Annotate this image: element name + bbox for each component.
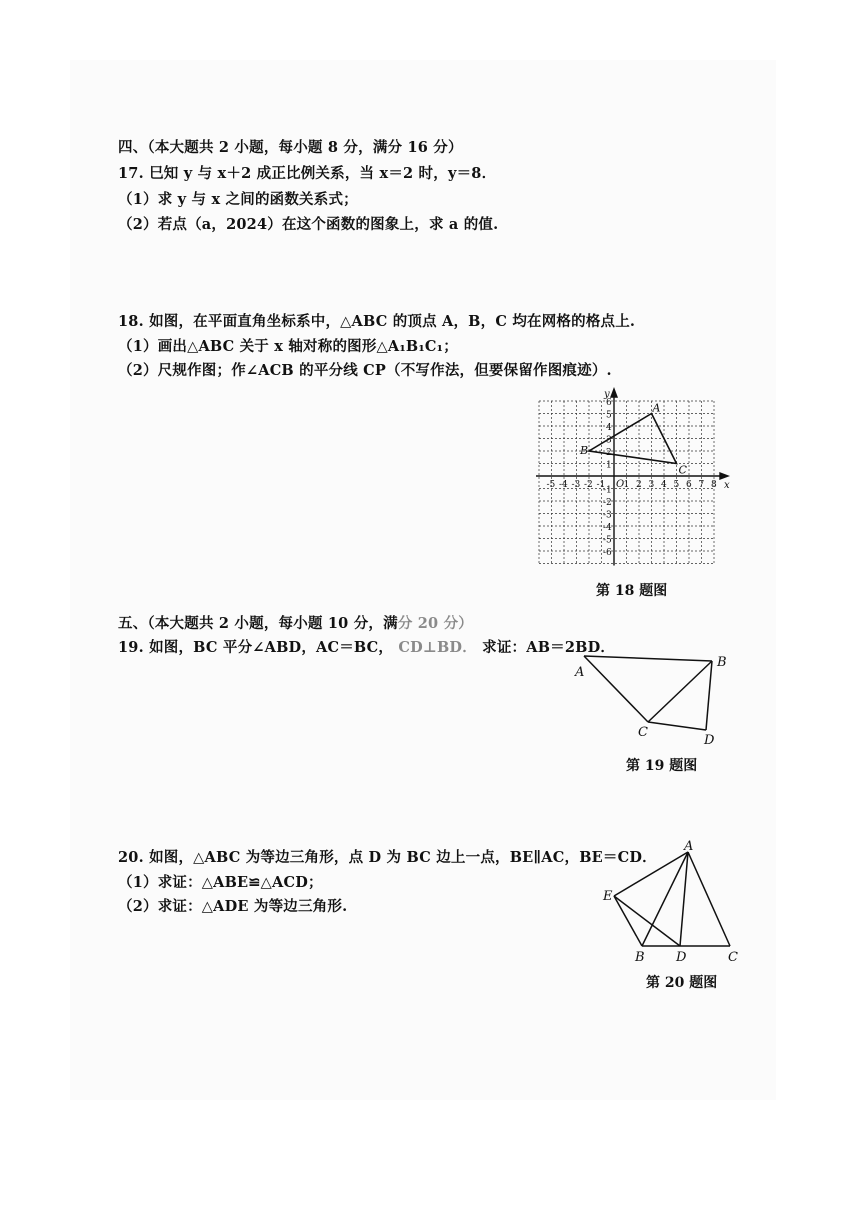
segment-BC: [648, 661, 712, 722]
x-axis-label: x: [724, 480, 730, 491]
y-tick-label: -4: [603, 523, 612, 533]
q17-part1: （1）求 y 与 x 之间的函数关系式；: [118, 191, 358, 208]
segment-AB: [584, 656, 712, 661]
q19-stem-faded: CD⊥BD．: [398, 639, 477, 656]
x-tick-label: 7: [698, 480, 705, 490]
segment-AC: [688, 852, 730, 946]
y-axis-label: y: [604, 389, 610, 400]
x-tick-label: 8: [711, 480, 717, 490]
q19-stem-end: 求证：AB＝2BD．: [482, 639, 616, 656]
y-tick-label: 6: [606, 398, 612, 408]
x-tick-label: 4: [661, 480, 667, 490]
section5-heading-main: 五、（本大题共 2 小题，每小题 10 分，满: [118, 615, 398, 632]
q19-label-D: D: [704, 733, 715, 748]
q20-label-B: B: [635, 950, 645, 965]
y-tick-label: -2: [603, 498, 612, 508]
q18-coordinate-grid: [536, 368, 746, 574]
q19-figure: [572, 646, 732, 750]
q20-stem: 20. 如图，△ABC 为等边三角形，点 D 为 BC 边上一点，BE∥AC，BE＝CD．: [118, 849, 657, 866]
segment-BE: [614, 896, 642, 946]
q19-stem: [118, 636, 615, 657]
y-tick-label: -1: [603, 485, 612, 496]
section4-heading: 四、（本大题共 2 小题，每小题 8 分，满分 16 分）: [118, 139, 463, 156]
y-tick-label: -3: [603, 510, 612, 521]
x-tick-label: -1: [596, 480, 606, 490]
x-tick-label: -3: [571, 480, 581, 490]
x-tick-label: -4: [559, 480, 568, 490]
x-axis-arrow: [720, 473, 728, 479]
section5-heading-faded: 分 20 分）: [397, 615, 473, 632]
y-tick-label: 2: [606, 448, 612, 458]
y-tick-label: -5: [603, 535, 612, 546]
y-tick-label: 3: [606, 435, 612, 446]
q19-label-C: C: [638, 725, 648, 740]
q20-label-A: A: [684, 840, 694, 854]
q18-caption: 第 18 题图: [596, 583, 668, 599]
q20-label-E: E: [603, 889, 613, 904]
segment-AC: [584, 656, 648, 722]
point-label-B: B: [580, 444, 589, 457]
q20-part1: （1）求证：△ABE≌△ACD；: [118, 874, 323, 891]
segment-CD: [648, 722, 706, 730]
q17-stem: 17. 巳知 y 与 x＋2 成正比例关系，当 x＝2 时，y＝8．: [118, 165, 497, 182]
section5-heading: [118, 612, 473, 633]
point-label-C: C: [678, 463, 687, 477]
y-tick-label: 5: [606, 410, 612, 421]
q20-part2: （2）求证：△ADE 为等边三角形.: [118, 898, 348, 915]
q20-figure: [600, 840, 750, 966]
q18-stem: 18. 如图，在平面直角坐标系中，△ABC 的顶点 A，B，C 均在网格的格点上.: [118, 313, 636, 330]
q19-stem-main: 19. 如图，BC 平分∠ABD，AC＝BC，: [118, 639, 394, 656]
y-tick-label: 4: [606, 423, 612, 433]
q19-caption: 第 19 题图: [626, 758, 698, 774]
y-axis-arrow: [611, 389, 617, 397]
x-tick-label: 5: [673, 480, 680, 490]
q17-part2: （2）若点（a，2024）在这个函数的图象上，求 a 的值.: [118, 216, 499, 233]
q18-part2: （2）尺规作图；作∠ACB 的平分线 CP（不写作法，但要保留作图痕迹）.: [118, 362, 612, 379]
x-tick-label: -5: [546, 480, 556, 490]
q20-caption: 第 20 题图: [646, 975, 718, 991]
q20-label-C: C: [728, 950, 738, 965]
q19-label-A: A: [575, 665, 585, 680]
x-tick-label: -2: [584, 480, 593, 490]
x-tick-label: 1: [623, 480, 630, 490]
q19-label-B: B: [717, 655, 727, 670]
y-tick-label: 1: [606, 460, 612, 471]
x-tick-label: 2: [636, 480, 642, 490]
x-tick-label: 6: [686, 480, 692, 490]
segment-DE: [614, 896, 680, 946]
x-tick-label: 3: [648, 480, 655, 490]
point-label-A: A: [652, 401, 661, 415]
q20-label-D: D: [676, 950, 687, 965]
q18-part1: （1）画出△ABC 关于 x 轴对称的图形△A₁B₁C₁；: [118, 338, 458, 355]
y-tick-label: -6: [603, 548, 612, 558]
origin-label: O: [616, 479, 625, 490]
segment-BD: [706, 661, 712, 730]
